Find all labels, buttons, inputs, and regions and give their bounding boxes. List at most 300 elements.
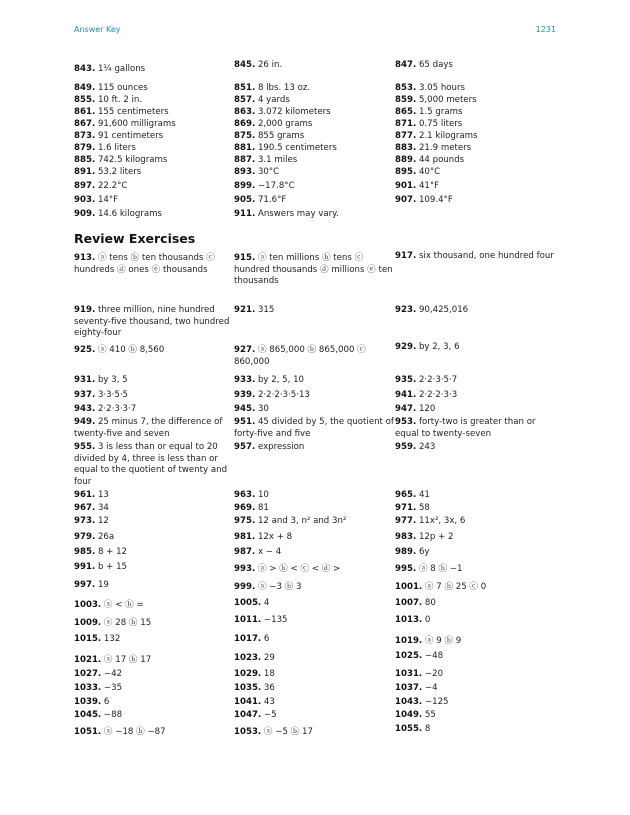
exercise-number: 971.: [395, 503, 417, 513]
answer-entry: [395, 60, 555, 72]
exercise-number: 959.: [395, 442, 417, 452]
answer-text: ⓐ < ⓑ =: [101, 600, 144, 610]
exercise-number: 851.: [234, 83, 256, 93]
answer-text: 4 yards: [255, 95, 290, 105]
answer-entry: [74, 375, 234, 387]
answer-entry: [74, 710, 234, 722]
answer-entry: [395, 119, 555, 131]
exercise-number: 849.: [74, 83, 96, 93]
answer-text: three million, nine hundred seventy-five thousand, two hundred eighty-four: [74, 305, 230, 338]
answer-text: −88: [101, 710, 123, 720]
answer-entry: [74, 442, 234, 488]
exercise-number: 949.: [74, 417, 96, 427]
answer-text: 109.4°F: [416, 195, 453, 205]
answer-entry: [234, 532, 394, 544]
exercise-number: 1005.: [234, 598, 262, 608]
exercise-number: 1051.: [74, 727, 102, 737]
exercise-number: 1017.: [234, 634, 262, 644]
answer-text: 90,425,016: [416, 305, 469, 315]
exercise-number: 1003.: [74, 600, 102, 610]
answer-text: ⓐ 410 ⓑ 8,560: [95, 345, 165, 355]
exercise-number: 1021.: [74, 655, 102, 665]
answer-text: −20: [422, 669, 444, 679]
exercise-number: 1023.: [234, 653, 262, 663]
answer-entry: [74, 490, 234, 502]
answer-entry: [395, 342, 555, 354]
exercise-number: 875.: [234, 131, 256, 141]
exercise-number: 953.: [395, 417, 417, 427]
answer-text: 41: [416, 490, 430, 500]
answer-entry: [74, 195, 234, 207]
answer-text: 190.5 centimeters: [255, 143, 337, 153]
answer-entry: [74, 107, 234, 119]
answer-entry: [234, 564, 394, 576]
exercise-number: 873.: [74, 131, 96, 141]
answer-entry: [234, 503, 394, 515]
exercise-number: 987.: [234, 547, 256, 557]
answer-entry: [74, 683, 234, 695]
answer-entry: [395, 143, 555, 155]
exercise-number: 1007.: [395, 598, 423, 608]
answer-text: 14.6 kilograms: [95, 209, 162, 219]
answer-entry: [234, 390, 394, 402]
exercise-number: 843.: [74, 64, 96, 74]
exercise-number: 929.: [395, 342, 417, 352]
exercise-number: 847.: [395, 60, 417, 70]
exercise-number: 889.: [395, 155, 417, 165]
answer-entry: [395, 131, 555, 143]
answer-entry: [234, 683, 394, 695]
answer-text: 0: [422, 615, 431, 625]
exercise-number: 989.: [395, 547, 417, 557]
answer-entry: [234, 155, 394, 167]
answer-entry: [234, 653, 394, 665]
answer-text: 14°F: [95, 195, 119, 205]
answer-text: expression: [255, 442, 305, 452]
answer-entry: [395, 107, 555, 119]
exercise-number: 967.: [74, 503, 96, 513]
answer-text: ⓐ 865,000 ⓑ 865,000 ⓒ 860,000: [234, 345, 366, 367]
answer-entry: [395, 195, 555, 207]
answer-entry: [74, 532, 234, 544]
exercise-number: 859.: [395, 95, 417, 105]
exercise-number: 921.: [234, 305, 256, 315]
answer-text: 2,000 grams: [255, 119, 313, 129]
answer-text: −17.8°C: [255, 181, 295, 191]
answer-entry: [74, 119, 234, 131]
exercise-number: 983.: [395, 532, 417, 542]
answer-text: 8 lbs. 13 oz.: [255, 83, 311, 93]
answer-text: six thousand, one hundred four: [416, 251, 554, 261]
exercise-number: 881.: [234, 143, 256, 153]
exercise-number: 1035.: [234, 683, 262, 693]
answer-entry: [74, 516, 234, 528]
exercise-number: 1053.: [234, 727, 262, 737]
exercise-number: 951.: [234, 417, 256, 427]
exercise-number: 977.: [395, 516, 417, 526]
exercise-number: 1031.: [395, 669, 423, 679]
exercise-number: 1047.: [234, 710, 262, 720]
answer-entry: [234, 131, 394, 143]
exercise-number: 937.: [74, 390, 96, 400]
answer-text: ⓐ −18 ⓑ −87: [101, 727, 166, 737]
answer-text: 43: [261, 697, 275, 707]
answer-entry: [74, 131, 234, 143]
answer-text: 12: [95, 516, 109, 526]
answer-entry: [234, 598, 394, 610]
answer-text: −5: [261, 710, 277, 720]
exercise-number: 1029.: [234, 669, 262, 679]
answer-text: 30°C: [255, 167, 280, 177]
answer-entry: [234, 253, 394, 288]
answer-entry: [234, 634, 394, 646]
exercise-number: 961.: [74, 490, 96, 500]
answer-text: ⓐ tens ⓑ ten thousands ⓒ hundreds ⓓ ones ⓔ thousands: [74, 253, 215, 275]
answer-text: 10 ft. 2 in.: [95, 95, 143, 105]
answer-entry: [74, 83, 234, 95]
answer-entry: [395, 669, 555, 681]
answer-text: 91 centimeters: [95, 131, 164, 141]
answer-entry: [74, 562, 234, 574]
answer-text: 40°C: [416, 167, 441, 177]
exercise-number: 905.: [234, 195, 256, 205]
exercise-number: 925.: [74, 345, 96, 355]
answer-text: ⓐ ten millions ⓑ tens ⓒ hundred thousands ⓓ millions ⓔ ten thousands: [234, 253, 393, 286]
exercise-number: 871.: [395, 119, 417, 129]
answer-text: −135: [261, 615, 288, 625]
answer-entry: [395, 615, 555, 627]
answer-entry: [395, 636, 555, 648]
header-left: Answer Key: [74, 25, 121, 34]
exercise-number: 901.: [395, 181, 417, 191]
exercise-number: 899.: [234, 181, 256, 191]
exercise-number: 991.: [74, 562, 96, 572]
answer-text: 3 is less than or equal to 20 divided by 4, three is less than or equal to the quotient of twenty and four: [74, 442, 228, 487]
answer-text: 12 and 3, n² and 3n²: [255, 516, 347, 526]
answer-text: 1.6 liters: [95, 143, 136, 153]
answer-entry: [395, 95, 555, 107]
answer-entry: [234, 727, 394, 739]
exercise-number: 1049.: [395, 710, 423, 720]
answer-entry: [234, 119, 394, 131]
answer-entry: [234, 305, 394, 317]
answer-text: 21.9 meters: [416, 143, 472, 153]
answer-text: 6: [101, 697, 110, 707]
answer-text: 25 minus 7, the difference of twenty-five and seven: [74, 417, 223, 439]
exercise-number: 879.: [74, 143, 96, 153]
answer-entry: [74, 547, 234, 559]
answer-entry: [395, 582, 555, 594]
answer-text: Answers may vary.: [255, 209, 339, 219]
exercise-number: 947.: [395, 404, 417, 414]
answer-entry: [234, 195, 394, 207]
answer-text: 855 grams: [255, 131, 305, 141]
answer-text: ⓐ 9 ⓑ 9: [422, 636, 462, 646]
answer-text: 65 days: [416, 60, 453, 70]
answer-text: 243: [416, 442, 436, 452]
exercise-number: 1025.: [395, 651, 423, 661]
exercise-number: 943.: [74, 404, 96, 414]
exercise-number: 1027.: [74, 669, 102, 679]
answer-text: 2·2·2·3·5·13: [255, 390, 310, 400]
answer-entry: [74, 417, 234, 440]
answer-text: 81: [255, 503, 269, 513]
answer-text: ⓐ 7 ⓑ 25 ⓒ 0: [422, 582, 487, 592]
answer-text: ⓐ −3 ⓑ 3: [255, 582, 302, 592]
exercise-number: 993.: [234, 564, 256, 574]
answer-entry: [234, 442, 394, 454]
exercise-number: 955.: [74, 442, 96, 452]
exercise-number: 857.: [234, 95, 256, 105]
answer-entry: [395, 710, 555, 722]
answer-text: 19: [95, 580, 109, 590]
answer-entry: [234, 615, 394, 627]
answer-entry: [74, 155, 234, 167]
answer-text: by 3, 5: [95, 375, 128, 385]
answer-text: ⓐ 8 ⓑ −1: [416, 564, 463, 574]
answer-text: 26a: [95, 532, 115, 542]
exercise-number: 945.: [234, 404, 256, 414]
answer-text: ⓐ 28 ⓑ 15: [101, 618, 152, 628]
answer-entry: [74, 64, 234, 76]
answer-text: 120: [416, 404, 436, 414]
answer-entry: [74, 655, 234, 667]
answer-entry: [74, 727, 234, 739]
exercise-number: 877.: [395, 131, 417, 141]
answer-entry: [234, 181, 394, 193]
exercise-number: 919.: [74, 305, 96, 315]
answer-text: −42: [101, 669, 123, 679]
answer-entry: [234, 83, 394, 95]
answer-entry: [74, 669, 234, 681]
exercise-number: 913.: [74, 253, 96, 263]
answer-entry: [395, 181, 555, 193]
exercise-number: 927.: [234, 345, 256, 355]
answer-text: −35: [101, 683, 123, 693]
answer-text: 12x + 8: [255, 532, 293, 542]
exercise-number: 969.: [234, 503, 256, 513]
exercise-number: 997.: [74, 580, 96, 590]
answer-text: 18: [261, 669, 275, 679]
exercise-number: 1011.: [234, 615, 262, 625]
exercise-number: 1045.: [74, 710, 102, 720]
exercise-number: 1037.: [395, 683, 423, 693]
answer-entry: [395, 724, 555, 736]
answer-entry: [74, 143, 234, 155]
answer-entry: [234, 516, 394, 528]
answer-text: 45 divided by 5, the quotient of forty-five and five: [234, 417, 394, 439]
exercise-number: 891.: [74, 167, 96, 177]
answer-text: 2·2·3·5·7: [416, 375, 458, 385]
answer-entry: [74, 618, 234, 630]
answer-text: 22.2°C: [95, 181, 128, 191]
answer-entry: [74, 404, 234, 416]
answer-entry: [395, 167, 555, 179]
answer-text: 3.072 kilometers: [255, 107, 331, 117]
answer-text: 13: [95, 490, 109, 500]
answer-text: 30: [255, 404, 269, 414]
answer-text: 315: [255, 305, 275, 315]
exercise-number: 861.: [74, 107, 96, 117]
exercise-number: 985.: [74, 547, 96, 557]
exercise-number: 1033.: [74, 683, 102, 693]
answer-entry: [74, 390, 234, 402]
answer-entry: [395, 442, 555, 454]
answer-entry: [234, 375, 394, 387]
exercise-number: 909.: [74, 209, 96, 219]
exercise-number: 915.: [234, 253, 256, 263]
answer-entry: [395, 404, 555, 416]
answer-entry: [395, 651, 555, 663]
answer-text: ⓐ 17 ⓑ 17: [101, 655, 152, 665]
answer-entry: [74, 503, 234, 515]
answer-text: 91,600 milligrams: [95, 119, 176, 129]
exercise-number: 865.: [395, 107, 417, 117]
answer-text: ⓐ > ⓑ < ⓒ < ⓓ >: [255, 564, 341, 574]
answer-text: 53.2 liters: [95, 167, 142, 177]
exercise-number: 931.: [74, 375, 96, 385]
answer-entry: [234, 107, 394, 119]
answer-entry: [395, 390, 555, 402]
answer-text: 3·3·5·5: [95, 390, 129, 400]
answer-entry: [234, 697, 394, 709]
answer-entry: [395, 375, 555, 387]
answer-text: 2.1 kilograms: [416, 131, 478, 141]
exercise-number: 981.: [234, 532, 256, 542]
answer-text: 10: [255, 490, 269, 500]
answer-text: forty-two is greater than or equal to twenty-seven: [395, 417, 536, 439]
answer-entry: [234, 345, 394, 368]
exercise-number: 999.: [234, 582, 256, 592]
answer-text: by 2, 5, 10: [255, 375, 305, 385]
exercise-number: 855.: [74, 95, 96, 105]
answer-entry: [234, 490, 394, 502]
answer-text: 58: [416, 503, 430, 513]
answer-entry: [234, 417, 394, 440]
answer-entry: [395, 490, 555, 502]
answer-entry: [74, 600, 234, 612]
answer-entry: [74, 697, 234, 709]
answer-text: 4: [261, 598, 270, 608]
answer-entry: [395, 251, 555, 263]
answer-entry: [395, 305, 555, 317]
answer-entry: [234, 143, 394, 155]
exercise-number: 1013.: [395, 615, 423, 625]
answer-text: −48: [422, 651, 444, 661]
answer-text: 11x², 3x, 6: [416, 516, 466, 526]
exercise-number: 923.: [395, 305, 417, 315]
answer-text: 3.05 hours: [416, 83, 465, 93]
answer-entry: [74, 167, 234, 179]
answer-entry: [74, 209, 234, 221]
answer-text: −4: [422, 683, 438, 693]
answer-text: 115 ounces: [95, 83, 148, 93]
exercise-number: 965.: [395, 490, 417, 500]
answer-entry: [234, 547, 394, 559]
answer-entry: [74, 181, 234, 193]
answer-entry: [234, 95, 394, 107]
answer-entry: [234, 669, 394, 681]
exercise-number: 995.: [395, 564, 417, 574]
answer-entry: [395, 516, 555, 528]
answer-entry: [395, 155, 555, 167]
exercise-number: 903.: [74, 195, 96, 205]
answer-entry: [74, 95, 234, 107]
exercise-number: 1015.: [74, 634, 102, 644]
answer-entry: [234, 404, 394, 416]
exercise-number: 885.: [74, 155, 96, 165]
answer-entry: [395, 598, 555, 610]
exercise-number: 907.: [395, 195, 417, 205]
answer-text: 6: [261, 634, 270, 644]
exercise-number: 963.: [234, 490, 256, 500]
answer-text: b + 15: [95, 562, 128, 572]
exercise-number: 893.: [234, 167, 256, 177]
answer-text: 155 centimeters: [95, 107, 169, 117]
exercise-number: 1009.: [74, 618, 102, 628]
answer-entry: [395, 547, 555, 559]
exercise-number: 1001.: [395, 582, 423, 592]
answer-entry: [234, 582, 394, 594]
answer-text: 29: [261, 653, 275, 663]
answer-entry: [234, 209, 394, 221]
answer-entry: [74, 634, 234, 646]
exercise-number: 887.: [234, 155, 256, 165]
exercise-number: 975.: [234, 516, 256, 526]
answer-text: 34: [95, 503, 109, 513]
answer-entry: [74, 253, 234, 276]
answer-text: 71.6°F: [255, 195, 287, 205]
exercise-number: 957.: [234, 442, 256, 452]
exercise-number: 1043.: [395, 697, 423, 707]
exercise-number: 941.: [395, 390, 417, 400]
exercise-number: 1039.: [74, 697, 102, 707]
answer-text: 2·2·2·3·3: [416, 390, 458, 400]
answer-entry: [395, 532, 555, 544]
answer-text: 132: [101, 634, 121, 644]
answer-text: 26 in.: [255, 60, 283, 70]
answer-text: by 2, 3, 6: [416, 342, 460, 352]
exercise-number: 863.: [234, 107, 256, 117]
answer-text: 80: [422, 598, 436, 608]
section-title: Review Exercises: [74, 231, 196, 246]
exercise-number: 883.: [395, 143, 417, 153]
answer-entry: [74, 345, 234, 357]
answer-entry: [234, 710, 394, 722]
answer-text: 41°F: [416, 181, 440, 191]
answer-text: x − 4: [255, 547, 282, 557]
answer-entry: [395, 683, 555, 695]
answer-text: 36: [261, 683, 275, 693]
exercise-number: 845.: [234, 60, 256, 70]
exercise-number: 939.: [234, 390, 256, 400]
exercise-number: 897.: [74, 181, 96, 191]
exercise-number: 973.: [74, 516, 96, 526]
page-number: 1231: [535, 25, 556, 34]
answer-text: 8: [422, 724, 431, 734]
exercise-number: 935.: [395, 375, 417, 385]
answer-entry: [234, 60, 394, 72]
answer-entry: [395, 697, 555, 709]
exercise-number: 867.: [74, 119, 96, 129]
answer-text: 44 pounds: [416, 155, 465, 165]
answer-text: ⓐ −5 ⓑ 17: [261, 727, 313, 737]
exercise-number: 911.: [234, 209, 256, 219]
answer-entry: [395, 564, 555, 576]
answer-text: 8 + 12: [95, 547, 128, 557]
answer-text: 12p + 2: [416, 532, 454, 542]
exercise-number: 869.: [234, 119, 256, 129]
